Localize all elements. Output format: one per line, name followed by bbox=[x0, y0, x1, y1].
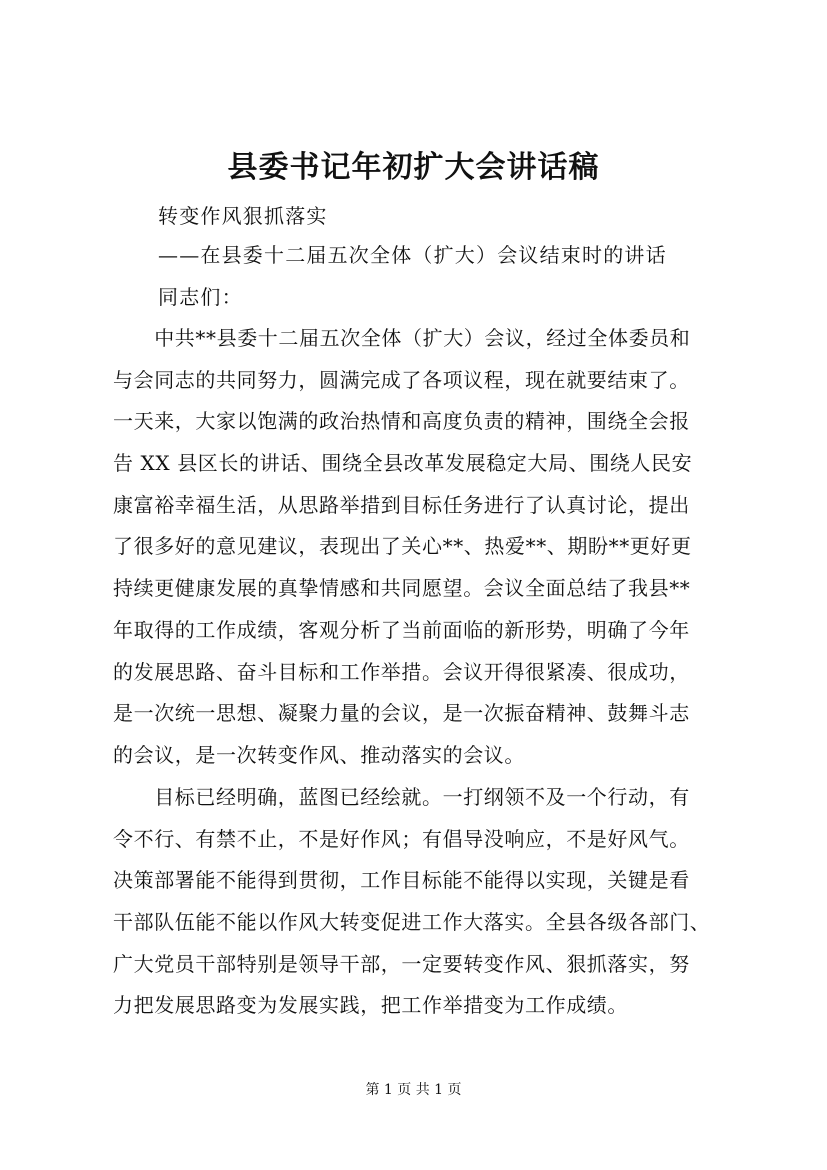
text-line: 中共**县委十二届五次全体（扩大）会议，经过全体委员和 bbox=[113, 326, 691, 350]
document-subheading: ——在县委十二届五次全体（扩大）会议结束时的讲话 bbox=[158, 243, 667, 267]
document-subtitle: 转变作风狠抓落实 bbox=[158, 204, 328, 228]
text-line: 令不行、有禁不止，不是好作风；有倡导没响应，不是好风气。 bbox=[113, 826, 690, 851]
text-line: 力把发展思路变为发展实践，把工作举措变为工作成绩。 bbox=[113, 993, 628, 1018]
text-line: 的会议，是一次转变作风、推动落实的会议。 bbox=[113, 742, 525, 767]
text-line: 干部队伍能不能以作风大转变促进工作大落实。全县各级各部门、 bbox=[113, 910, 711, 935]
text-line: 了很多好的意见建议，表现出了关心**、热爱**、期盼**更好更 bbox=[113, 534, 692, 559]
paragraph-1 bbox=[113, 318, 719, 777]
text-line: 一天来，大家以饱满的政治热情和高度负责的精神，围绕全会报 bbox=[113, 409, 690, 434]
page-number-footer: 第 1 页 共 1 页 bbox=[365, 1082, 462, 1098]
text-line: 决策部署能不能得到贯彻，工作目标能不能得以实现，关键是看 bbox=[113, 868, 690, 893]
text-line: 年取得的工作成绩，客观分析了当前面临的新形势，明确了今年 bbox=[113, 617, 690, 642]
text-line: 广大党员干部特别是领导干部，一定要转变作风、狠抓落实，努 bbox=[113, 951, 690, 976]
text-line: 的发展思路、奋斗目标和工作举措。会议开得很紧凑、很成功， bbox=[113, 659, 690, 684]
text-line: 与会同志的共同努力，圆满完成了各项议程，现在就要结束了。 bbox=[113, 367, 690, 392]
text-line: 康富裕幸福生活，从思路举措到目标任务进行了认真讨论，提出 bbox=[113, 492, 690, 517]
paragraph-2 bbox=[113, 777, 719, 1027]
text-line: 是一次统一思想、凝聚力量的会议，是一次振奋精神、鼓舞斗志 bbox=[113, 701, 690, 726]
text-line: 目标已经明确，蓝图已经绘就。一打纲领不及一个行动，有 bbox=[113, 785, 690, 809]
text-line: 持续更健康发展的真挚情感和共同愿望。会议全面总结了我县** bbox=[113, 576, 691, 601]
salutation: 同志们： bbox=[158, 285, 243, 309]
text-line: 告 XX 县区长的讲话、围绕全县改革发展稳定大局、围绕人民安 bbox=[113, 451, 693, 476]
document-title: 县委书记年初扩大会讲话稿 bbox=[227, 150, 600, 185]
